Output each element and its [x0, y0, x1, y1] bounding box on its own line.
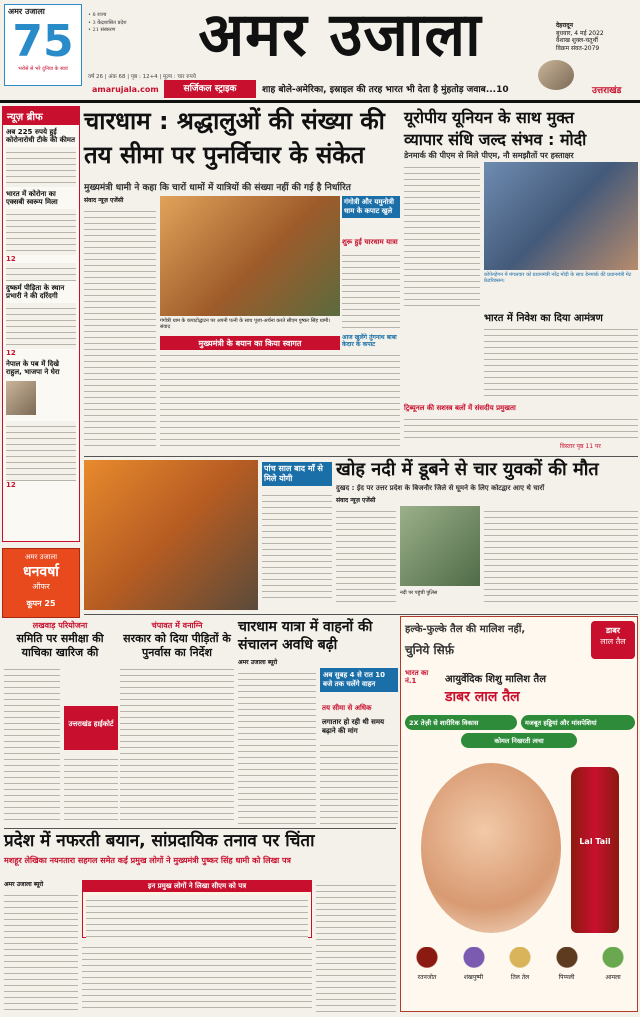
vanagni-title[interactable]: सरकार को दिया पीड़ितों के पुनर्वास का निर्देश	[123, 632, 231, 659]
tagline: भरोसे से भरे दुनिया के स्वयं	[18, 66, 68, 72]
dabur-logo	[591, 621, 635, 659]
news-brief	[2, 106, 80, 542]
samvat: विक्रम संवत-2079	[556, 44, 600, 52]
flood-body-1	[336, 506, 396, 606]
eu-headline-1[interactable]: यूरोपीय यूनियन के साथ मुक्त	[404, 108, 574, 127]
brief-item-4[interactable]: नेपाल के पब में दिखे राहुल, भाजपा ने घेरा	[6, 360, 60, 376]
eu-photo	[484, 162, 638, 270]
brief-header: न्यूज़ ब्रीफ	[3, 107, 79, 125]
inset-body	[342, 250, 400, 330]
eu-body	[404, 162, 480, 306]
ingredient-4: पिप्पली	[545, 947, 589, 981]
flood-dateline: संवाद न्यूज़ एजेंसी	[336, 497, 376, 504]
masthead-rule	[0, 100, 640, 103]
eu-caption: कोपेनहेगन में मंगलवार को प्रधानमंत्री नरेंद्र मोदी के साथ डेनमार्क की प्रधानमंत्री मेट फ्रेडरिक्सन।	[484, 272, 632, 284]
badge-number: 75	[12, 16, 74, 67]
brief-item-1[interactable]: अब 225 रुपये हुई कोरोनारोधी टीके की कीमत	[6, 128, 75, 144]
ad-brand-name: डाबर लाल तैल	[445, 689, 520, 705]
eu-subhead: डेनमार्क की पीएम से मिले पीएम, नौ समझौतों पर हस्ताक्षर	[404, 151, 574, 160]
lakhwar-body-2	[64, 754, 118, 824]
oil-bottle	[571, 767, 619, 933]
year-badge	[4, 4, 82, 86]
lead-dateline: संवाद न्यूज़ एजेंसी	[84, 197, 124, 204]
eu-headline-2[interactable]: व्यापार संधि जल्द संभव : मोदी	[404, 130, 587, 149]
benefit-3: कोमल निखरती त्वचा	[461, 733, 577, 748]
eu-page-ref: विस्तार पृष्ठ 11 पर	[560, 443, 601, 450]
hc-badge: उत्तराखंड हाईकोर्ट	[64, 706, 118, 750]
letter-box-title: इन प्रमुख लोगों ने लिखा सीएम को पत्र	[83, 881, 311, 892]
eu-strip-body	[404, 414, 638, 440]
website[interactable]: amarujala.com	[92, 85, 159, 94]
dateline-box	[556, 22, 640, 52]
benefit-1: 2X तेज़ी से शारीरिक विकास	[405, 715, 517, 730]
vanagni-body	[120, 664, 234, 824]
front-index: • 8 राज्य • 3 केंद्रशासित प्रदेश • 21 संस्करण	[88, 12, 127, 34]
logo-brand: डाबर	[605, 626, 621, 635]
ad-title: धनवर्षा	[23, 564, 59, 580]
ingredient-5: आमला	[591, 947, 635, 981]
ad-brand: अमर उजाला	[24, 553, 58, 561]
benefit-2: मजबूत हड्डियां और मांसपेशियां	[521, 715, 635, 730]
lead-body-col	[84, 206, 156, 446]
dabur-ad[interactable]	[400, 616, 638, 1012]
ad-line1: हल्के-फुल्के तैल की मालिश नहीं,	[405, 624, 526, 635]
page-ref-2: 12	[6, 349, 16, 357]
lead-headline-1[interactable]: चारधाम : श्रद्धालुओं की संख्या की	[84, 107, 385, 135]
yatra-title[interactable]: चारधाम यात्रा में वाहनों की संचालन अवधि बढ़ी	[238, 619, 373, 653]
lakhwar-title[interactable]: समिति पर समीक्षा की याचिका खारिज की	[16, 632, 104, 659]
city: देहरादून	[556, 22, 573, 29]
bottom-body-3	[316, 880, 396, 1012]
eu-box-title: भारत में निवेश का दिया आमंत्रण	[484, 313, 603, 324]
yogi-body	[262, 490, 332, 600]
lead-photo	[160, 196, 340, 316]
ad-sub: ऑफर	[32, 582, 50, 591]
rahul-photo	[6, 381, 36, 415]
bottom-subhead: मशहूर लेखिका नयनतारा सहगल समेत कई प्रमुख लोगों ने मुख्यमंत्री पुष्कर सिंह धामी को लिखा पत्र	[4, 856, 291, 865]
lead-photo-caption: गंगोत्री धाम के कपाटोद्घाटन पर अपनी पत्नी के साथ पूजा-अर्चना करते सीएम पुष्कर सिंह धामी। संवाद	[160, 318, 331, 330]
logo-sub: लाल तैल	[600, 637, 626, 646]
date: बुधवार, 4 मई 2022	[556, 29, 604, 37]
region: उत्तराखंड	[592, 86, 622, 96]
lead-body-2	[160, 350, 400, 446]
eu-strip: ट्रिब्यूनल की सशस्त्र बलों में संसदीय प्रमुखता	[404, 404, 516, 412]
strike-label: सर्जिकल स्ट्राइक	[164, 80, 256, 98]
ad-rank: भारत का नं.1	[405, 669, 429, 685]
inset-bottom: आज खुलेंगे तुंगनाथ बाबा केदार के कपाट	[342, 334, 397, 348]
yatra-box-1: अब सुबह 4 से रात 10 बजे तक चलेंगे वाहन	[320, 668, 398, 692]
brief-item-2[interactable]: भारत में कोरोना का एक्सबी स्वरूप मिला	[6, 190, 58, 206]
inset-sub: शुरू हुई चारधाम यात्रा	[342, 238, 398, 246]
vanagni-kicker: चंपावत में वनाग्नि	[151, 621, 203, 630]
eu-box-body	[484, 324, 638, 396]
flood-subhead: दुखद : ईद पर उत्तर प्रदेश के बिजनौर जिले से घूमने के लिए कोटद्वार आए थे चारों	[336, 484, 545, 492]
yatra-box-3: लगातार हो रही थी समय बढ़ाने की मांग	[322, 718, 385, 735]
lakhwar-body	[4, 664, 60, 824]
coupon: कूपन 25	[26, 599, 56, 608]
flood-body-2	[484, 506, 638, 606]
bottom-body-1	[4, 890, 78, 1012]
yatra-body	[238, 668, 316, 824]
edition-meta: वैशाख शुक्ल-चतुर्थी	[556, 37, 598, 44]
lead-headline-2[interactable]: तय सीमा पर पुनर्विचार के संकेत	[84, 141, 365, 169]
yatra-body-2	[320, 740, 398, 824]
yogi-kicker: पांच साल बाद माँ से मिले योगी	[262, 462, 332, 486]
inset-title: गंगोत्री और यमुनोत्री धाम के कपाट खुले	[342, 196, 400, 218]
ingredient-3: तिल तेल	[498, 947, 542, 981]
yatra-dateline: अमर उजाला ब्यूरो	[238, 659, 278, 666]
ingredients-row	[405, 947, 635, 981]
dhanvarsha-ad[interactable]	[2, 548, 80, 618]
lakhwar-kicker: लखवाड़ परियोजना	[32, 621, 88, 630]
flood-headline[interactable]: खोह नदी में डूबने से चार युवकों की मौत	[336, 459, 599, 480]
masthead-title: अमर उजाला	[198, 0, 482, 70]
page-ref-1: 12	[6, 255, 16, 263]
ad-line3: आयुर्वेदिक शिशु मालिश तैल	[445, 674, 547, 685]
small-logo: अमर उजाला	[8, 7, 45, 16]
brief-item-3[interactable]: दुष्कर्म पीड़िता के स्थान प्रभारी ने की दरिंदगी	[6, 284, 65, 300]
baby-image	[421, 763, 561, 933]
flood-caption: नदी पर पहुंची पुलिस	[400, 590, 438, 596]
bottom-headline[interactable]: प्रदेश में नफरती बयान, सांप्रदायिक तनाव पर चिंता	[4, 831, 315, 851]
ticker[interactable]: शाह बोले-अमेरिका, इस्राइल की तरह भारत भी देता है मुंहतोड़ जवाब...10	[262, 85, 509, 95]
ingredient-2: शंखपुष्पी	[452, 947, 496, 981]
lead-subhead: मुख्यमंत्री धामी ने कहा कि चारों धामों में यात्रियों की संख्या नहीं की गई है निर्धारित	[84, 183, 351, 193]
page-ref-3: 12	[6, 481, 16, 489]
bottom-body-2	[82, 942, 312, 1012]
issue-line: वर्ष 26 | अंक 68 | पृष्ठ : 12+4 | मूल्य : चार रुपये	[88, 74, 196, 80]
yatra-box-2: तय सीमा से अधिक	[322, 704, 372, 712]
bottle-label: Lal Tail	[579, 837, 611, 846]
cm-welcome-banner: मुख्यमंत्री के बयान का किया स्वागत	[160, 336, 340, 351]
bottom-dateline: अमर उजाला ब्यूरो	[4, 881, 44, 888]
yogi-photo	[84, 460, 258, 610]
letter-box	[82, 880, 312, 938]
flood-photo	[400, 506, 480, 586]
ingredient-1: रतनजोत	[405, 947, 449, 981]
ad-line2: चुनिये सिर्फ़	[405, 643, 454, 657]
